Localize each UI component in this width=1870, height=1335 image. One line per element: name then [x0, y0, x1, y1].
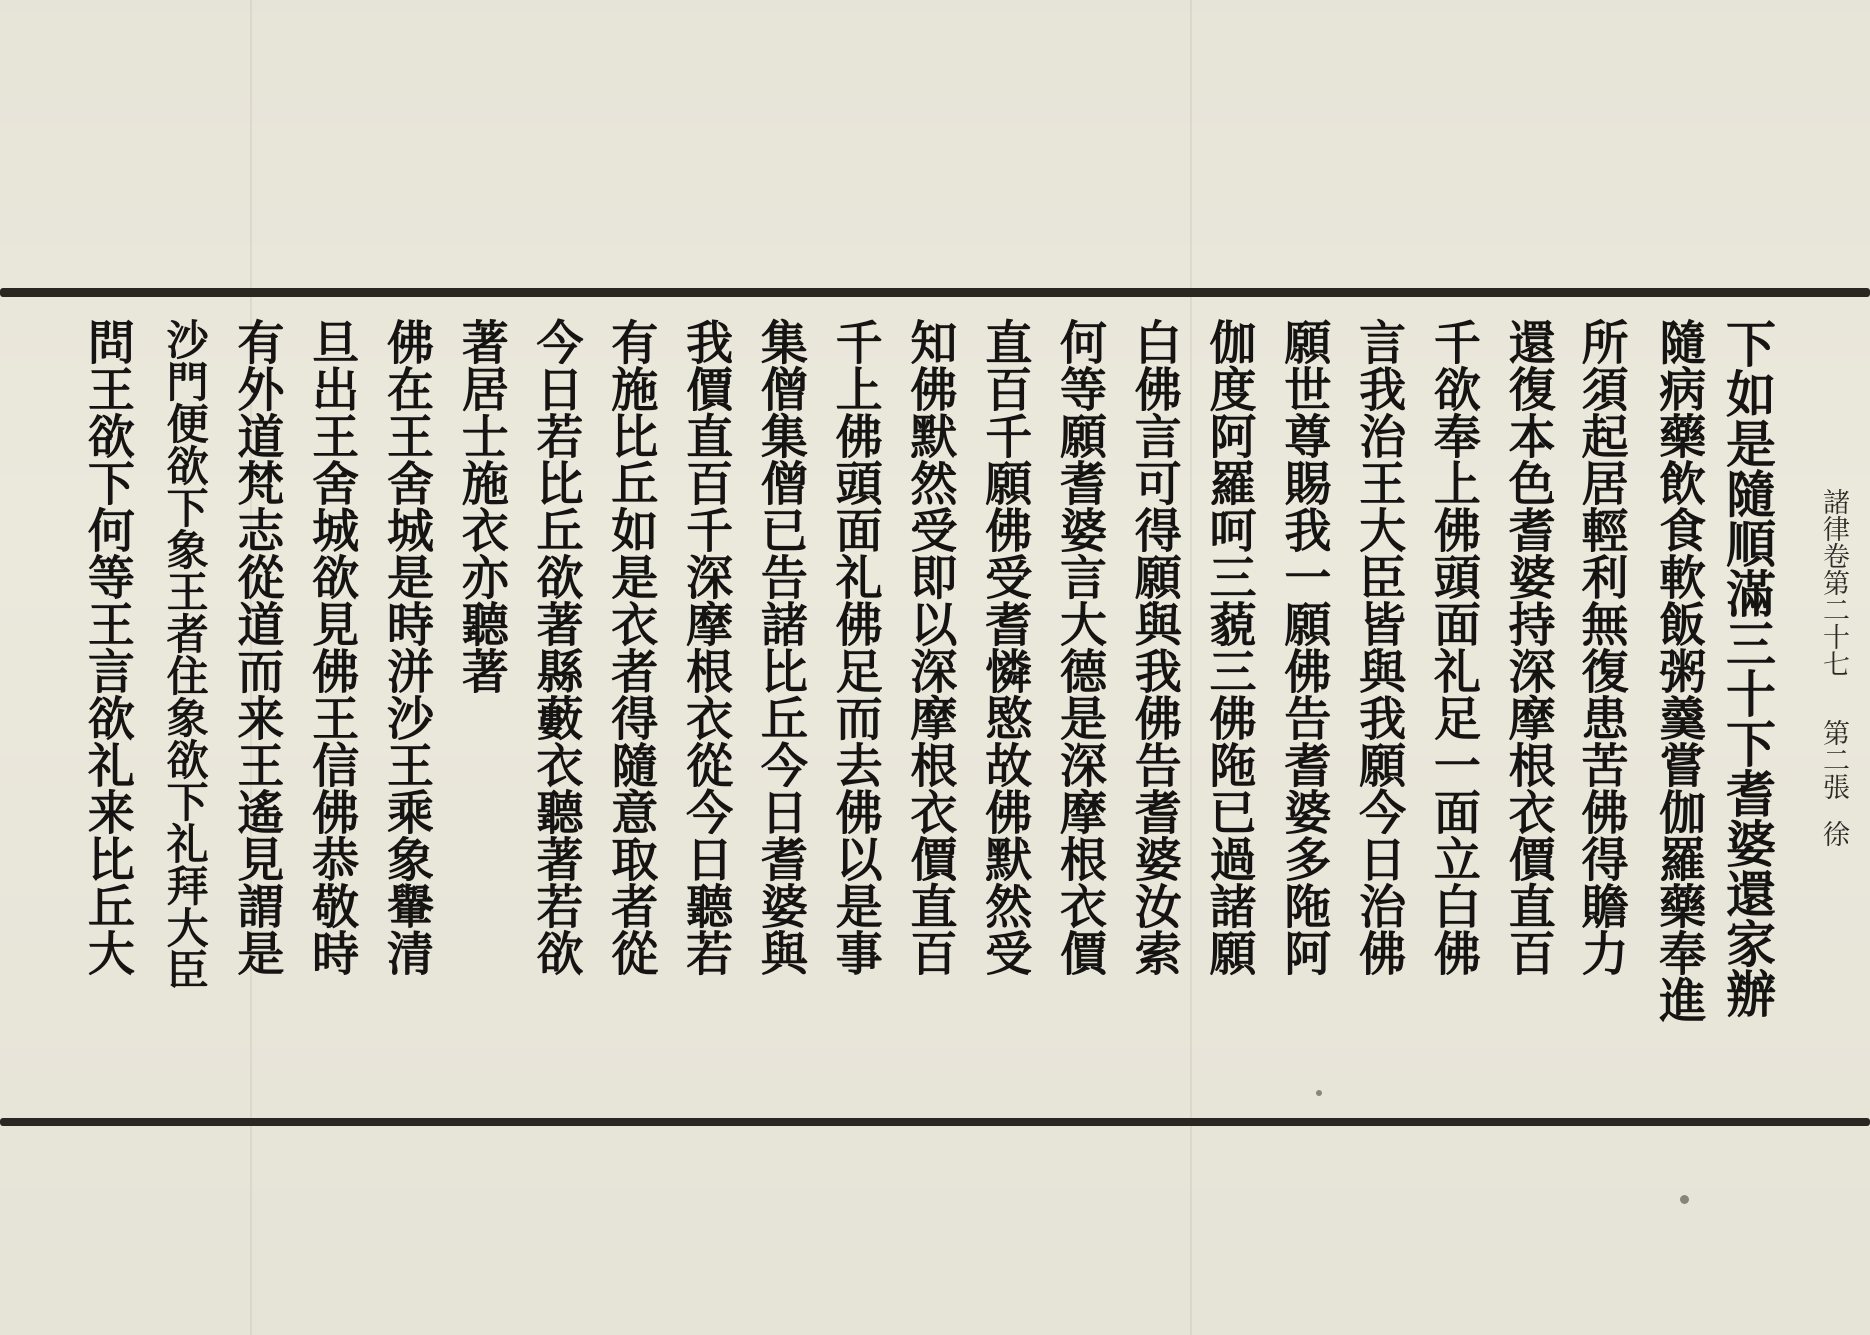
- margin-page: 第二張: [1818, 719, 1849, 800]
- text-column-23: 問王欲下何等王言欲礼来比丘大: [79, 318, 135, 976]
- margin-mark: 徐: [1818, 820, 1849, 847]
- text-column-19: 佛在王舍城是時洴沙王乘象轝清: [378, 318, 434, 976]
- text-column-21: 有外道梵志從道而来王遙見謂是: [229, 318, 285, 976]
- text-column-3: 所須起居輕利無復患苦佛得贍力: [1573, 318, 1629, 976]
- ink-spot: [1316, 1090, 1322, 1096]
- text-column-17: 今日若比丘欲著縣藪衣聽著若欲: [528, 318, 584, 976]
- text-column-18: 著居士施衣亦聽著: [453, 318, 509, 694]
- margin-note: [1816, 488, 1850, 988]
- text-column-13: 千上佛頭面礼佛足而去佛以是事: [827, 318, 883, 976]
- main-text-block: [58, 318, 1778, 1108]
- bottom-border-rule: [0, 1118, 1870, 1126]
- text-column-11: 直百千願佛受耆憐愍故佛默然受: [977, 318, 1033, 976]
- text-column-1: 下如是隨順滿三十下耆婆還家辦: [1718, 318, 1777, 1018]
- text-column-6: 言我治王大臣皆與我願今日治佛: [1351, 318, 1407, 976]
- top-border-rule: [0, 288, 1870, 297]
- text-column-22: 沙門便欲下象王者住象欲下礼拜大臣: [160, 318, 210, 990]
- margin-title: 諸律卷第二十七: [1818, 488, 1849, 677]
- text-column-20: 旦出王舍城欲見佛王信佛恭敬時: [304, 318, 360, 976]
- ink-spot: [1680, 1195, 1689, 1204]
- text-column-9: 白佛言可得願與我佛告耆婆汝索: [1126, 318, 1182, 976]
- text-column-7: 願世尊賜我一願佛告耆婆多陁阿: [1276, 318, 1332, 976]
- text-column-14: 集僧集僧已告諸比丘今日耆婆與: [752, 318, 808, 976]
- text-column-2: 隨病藥飲食軟飯粥羹嘗伽羅藥奉進: [1651, 318, 1707, 1023]
- text-column-12: 知佛默然受即以深摩根衣價直百: [902, 318, 958, 976]
- text-column-4: 還復本色耆婆持深摩根衣價直百: [1500, 318, 1556, 976]
- text-column-16: 有施比丘如是衣者得隨意取者從: [603, 318, 659, 976]
- text-column-5: 千欲奉上佛頭面礼足一面立白佛: [1425, 318, 1481, 976]
- text-column-15: 我價直百千深摩根衣從今日聽若: [678, 318, 734, 976]
- text-column-8: 伽度阿羅呵三藐三佛陁已過諸願: [1201, 318, 1257, 976]
- text-column-10: 何等願耆婆言大德是深摩根衣價: [1051, 318, 1107, 976]
